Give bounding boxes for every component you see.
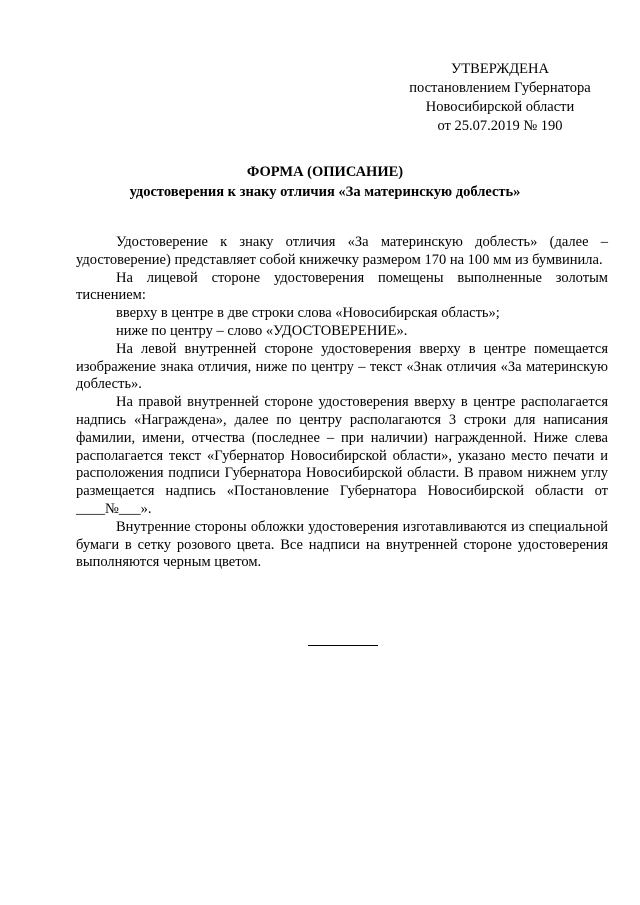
approval-decree-line: постановлением Губернатора — [409, 80, 591, 96]
paragraph-cover-material: Внутренние стороны обложки удостоверения изготавливаются из специальной бумаги в сетку розового цвета. Все надписи на внутренней стороне удостоверения выполняются черным цветом. — [76, 518, 608, 571]
paragraph-front-top-text: вверху в центре в две строки слова «Новосибирская область»; — [116, 305, 500, 322]
paragraph-description: Удостоверение к знаку отличия «За материнскую доблесть» (далее – удостоверение) представляет собой книжечку размером 170 на 100 мм из бумвинила. — [76, 234, 608, 268]
approval-region-line: Новосибирской области — [425, 99, 575, 115]
title-subject: удостоверения к знаку отличия «За материнскую доблесть» — [129, 184, 521, 200]
paragraph-left-inner-side: На левой внутренней стороне удостоверения вверху в центре помещается изображение знака отличия, ниже по центру – текст «Знак отличия «За материнскую доблесть». — [76, 340, 608, 393]
approval-heading: УТВЕРЖДЕНА — [451, 61, 549, 77]
approval-date-number: от 25.07.2019 № 190 — [437, 118, 563, 134]
paragraph-front-side: На лицевой стороне удостоверения помещены выполненные золотым тиснением: — [76, 269, 608, 304]
paragraph-front-center-text: ниже по центру – слово «УДОСТОВЕРЕНИЕ». — [116, 322, 408, 339]
closing-divider — [308, 645, 378, 646]
document-body — [76, 234, 608, 572]
title-form-heading: ФОРМА (ОПИСАНИЕ) — [246, 164, 404, 180]
paragraph-right-inner-side: На правой внутренней стороне удостоверения вверху в центре располагается надпись «Награждена», далее по центру располагаются 3 строки для написания фамилии, имени, отчества (последнее – при наличии) награжденной. Ниже слева располагается текст «Губернатор Новосибирской области», указано место печати и расположения подписи Губернатора Новосибирской области. В правом нижнем углу размещается надпись «Постановление Губернатора Новосибирской области от ____№___». — [76, 394, 608, 517]
approval-block — [395, 60, 605, 136]
document-title — [80, 162, 570, 202]
